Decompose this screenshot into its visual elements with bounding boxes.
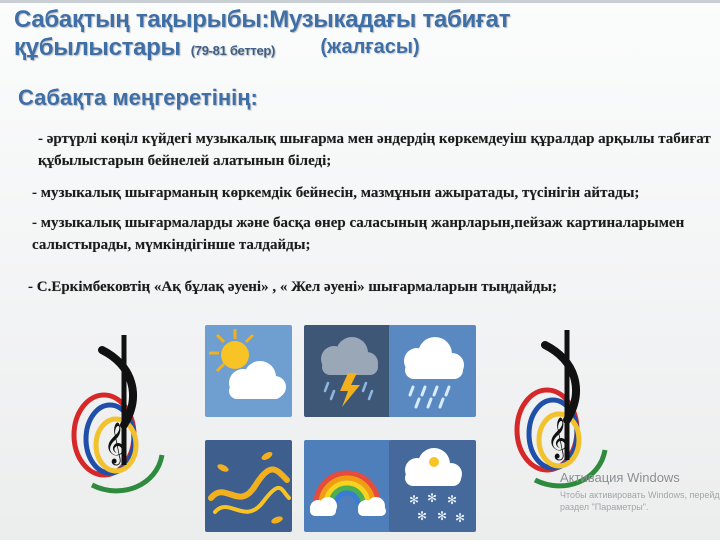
sun-cloud-icon: [205, 325, 292, 417]
weather-icons-grid: [205, 325, 466, 540]
objectives-heading: Сабақта меңгеретінің:: [18, 85, 258, 110]
svg-text:✻: ✻: [447, 493, 458, 507]
svg-text:✻: ✻: [427, 491, 438, 505]
os-activation-watermark: Активация Windows: [560, 470, 680, 485]
wind-icon: [205, 440, 292, 532]
svg-text:✻: ✻: [455, 511, 466, 525]
slide-title-pages: (79-81 беттер): [190, 43, 276, 58]
svg-text:𝄞: 𝄞: [547, 418, 569, 459]
svg-text:𝄞: 𝄞: [104, 423, 126, 464]
objective-item: - әртүрлі көңіл күйдегі музыкалық шығарма мен әндердің көркемдеуіш құралдар арқылы табиғат құбылыстарын бейнелей алатынын біледі;: [38, 131, 711, 169]
svg-text:✻: ✻: [437, 509, 448, 523]
rain-cloud-icon: [389, 325, 476, 417]
objective-item: - музыкалық шығармаларды және басқа өнер саласының жанрларын,пейзаж картиналарымен салыстырады, мүмкіндігінше талдайды;: [32, 215, 685, 253]
os-activation-hint: Чтобы активировать Windows, перейд раздел "Параметры".: [560, 490, 720, 512]
slide-title-text: Сабақтың тақырыбы:Музыкадағы табиғат құбылыстары: [14, 6, 511, 61]
objective-item: - музыкалық шығарманың көркемдік бейнесін, мазмұнын ажыратады, түсінігін айтады;: [32, 185, 640, 201]
thunderstorm-icon: [304, 325, 391, 417]
objective-item: - С.Еркімбековтің «Ақ бұлақ әуені» , « Жел әуені» шығармаларын тыңдайды;: [28, 279, 558, 295]
rainbow-icon: [304, 440, 391, 532]
svg-text:✻: ✻: [417, 509, 428, 523]
treble-clef-logo: [62, 335, 192, 500]
slide-subtitle: (жалғасы): [320, 36, 420, 58]
svg-text:✻: ✻: [409, 493, 420, 507]
snow-cloud-icon: [389, 440, 476, 532]
window-top-strip: [0, 0, 720, 3]
